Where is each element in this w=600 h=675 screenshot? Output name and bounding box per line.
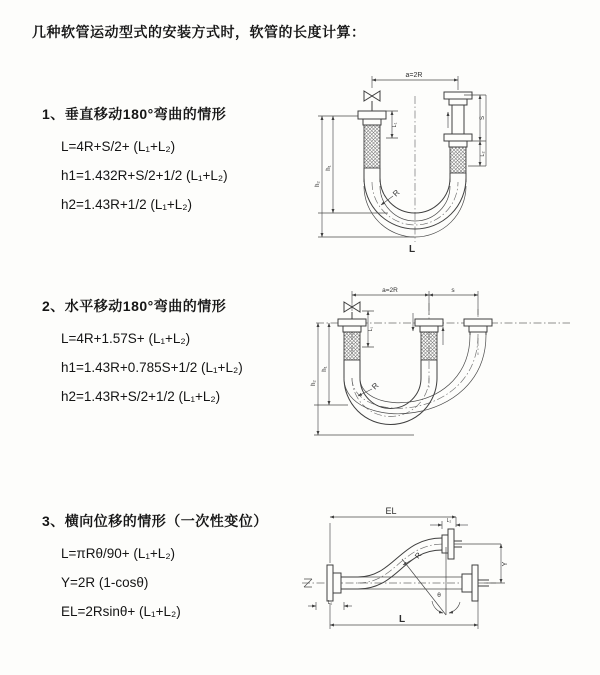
section-vertical-movement — [42, 104, 312, 219]
formula-h2: h2=1.43R+S/2+1/2 (L₁+L₂) — [61, 389, 221, 404]
dimension-el — [330, 506, 456, 563]
valve-icon — [364, 91, 380, 111]
section-horizontal-movement — [42, 296, 312, 411]
section-2-heading: 2、水平移动180°弯曲的情形 — [42, 298, 227, 314]
section-lateral-displacement — [42, 511, 312, 626]
radius-label: R — [412, 550, 424, 561]
upper-flange-assembly — [442, 529, 501, 559]
dim-label-h1: h₁ — [322, 366, 328, 372]
dim-label-h2: h₂ — [315, 181, 321, 187]
dimension-y — [484, 544, 509, 583]
diagram-lateral-displacement — [296, 503, 588, 645]
dim-label-s: s — [451, 287, 455, 294]
hose-displaced-s-curve — [358, 538, 442, 589]
formula-y: Y=2R (1-cosθ) — [61, 575, 149, 590]
dimension-l2 — [430, 518, 468, 529]
formula-h1: h1=1.432R+S/2+1/2 (L₁+L₂) — [61, 168, 228, 183]
dimension-l1 — [386, 111, 398, 138]
braided-hose-section — [364, 125, 380, 168]
left-pipe-assembly — [358, 111, 386, 182]
section-3-heading: 3、横向位移的情形（一次性变位） — [42, 513, 268, 529]
dim-label-l2: L₂ — [480, 151, 486, 157]
formula-el: EL=2Rsinθ+ (L₁+L₂) — [61, 604, 181, 619]
length-label: L — [408, 244, 416, 255]
dim-label-a2r: a=2R — [382, 287, 398, 294]
radius-callout — [403, 550, 424, 565]
hose-u-bend — [344, 378, 437, 425]
radius-callout — [381, 188, 402, 205]
dim-label-h2: h₂ — [311, 380, 317, 386]
braided-hose-section — [450, 147, 466, 173]
formula-h2: h2=1.43R+1/2 (L₁+L₂) — [61, 197, 193, 212]
section-1-heading: 1、垂直移动180°弯曲的情形 — [42, 106, 227, 122]
dim-label-l2: L₂ — [446, 518, 452, 524]
dim-label-y: Y — [502, 561, 509, 567]
diagram-vertical-180-bend — [300, 66, 570, 258]
dim-label-l1: L₁ — [392, 122, 398, 128]
dim-label-l: L — [398, 614, 406, 625]
dim-label-l1: L₁ — [368, 326, 374, 332]
formula-length: L=4R+S/2+ (L₁+L₂) — [61, 139, 176, 154]
page-title: 几种软管运动型式的安装方式时，软管的长度计算： — [32, 24, 366, 40]
dim-label-h1: h₁ — [326, 165, 332, 171]
dim-label-el: EL — [385, 506, 397, 516]
diagram-horizontal-180-bend — [296, 283, 588, 461]
formula-length: L=πRθ/90+ (L₁+L₂) — [61, 546, 176, 561]
formula-h1: h1=1.43R+0.785S+1/2 (L₁+L₂) — [61, 360, 243, 375]
right-pipe-assembly — [464, 319, 492, 335]
formula-length: L=4R+1.57S+ (L₁+L₂) — [61, 331, 191, 346]
angle-label: θ — [437, 592, 441, 599]
dimension-l1 — [362, 311, 374, 347]
radius-label: R — [370, 381, 381, 392]
dim-label-l1: L₁ — [327, 600, 333, 606]
dimension-a2r — [372, 72, 458, 90]
dimension-heights — [311, 323, 414, 435]
braided-hose-section — [344, 332, 360, 360]
middle-pipe-assembly — [415, 319, 443, 378]
radius-label: R — [391, 188, 402, 199]
right-pipe-assembly — [444, 92, 472, 182]
dim-label-a2r: a=2R — [405, 72, 423, 79]
left-pipe-assembly — [338, 319, 366, 378]
dim-label-s: S — [480, 115, 486, 121]
braided-hose-section — [421, 332, 437, 360]
